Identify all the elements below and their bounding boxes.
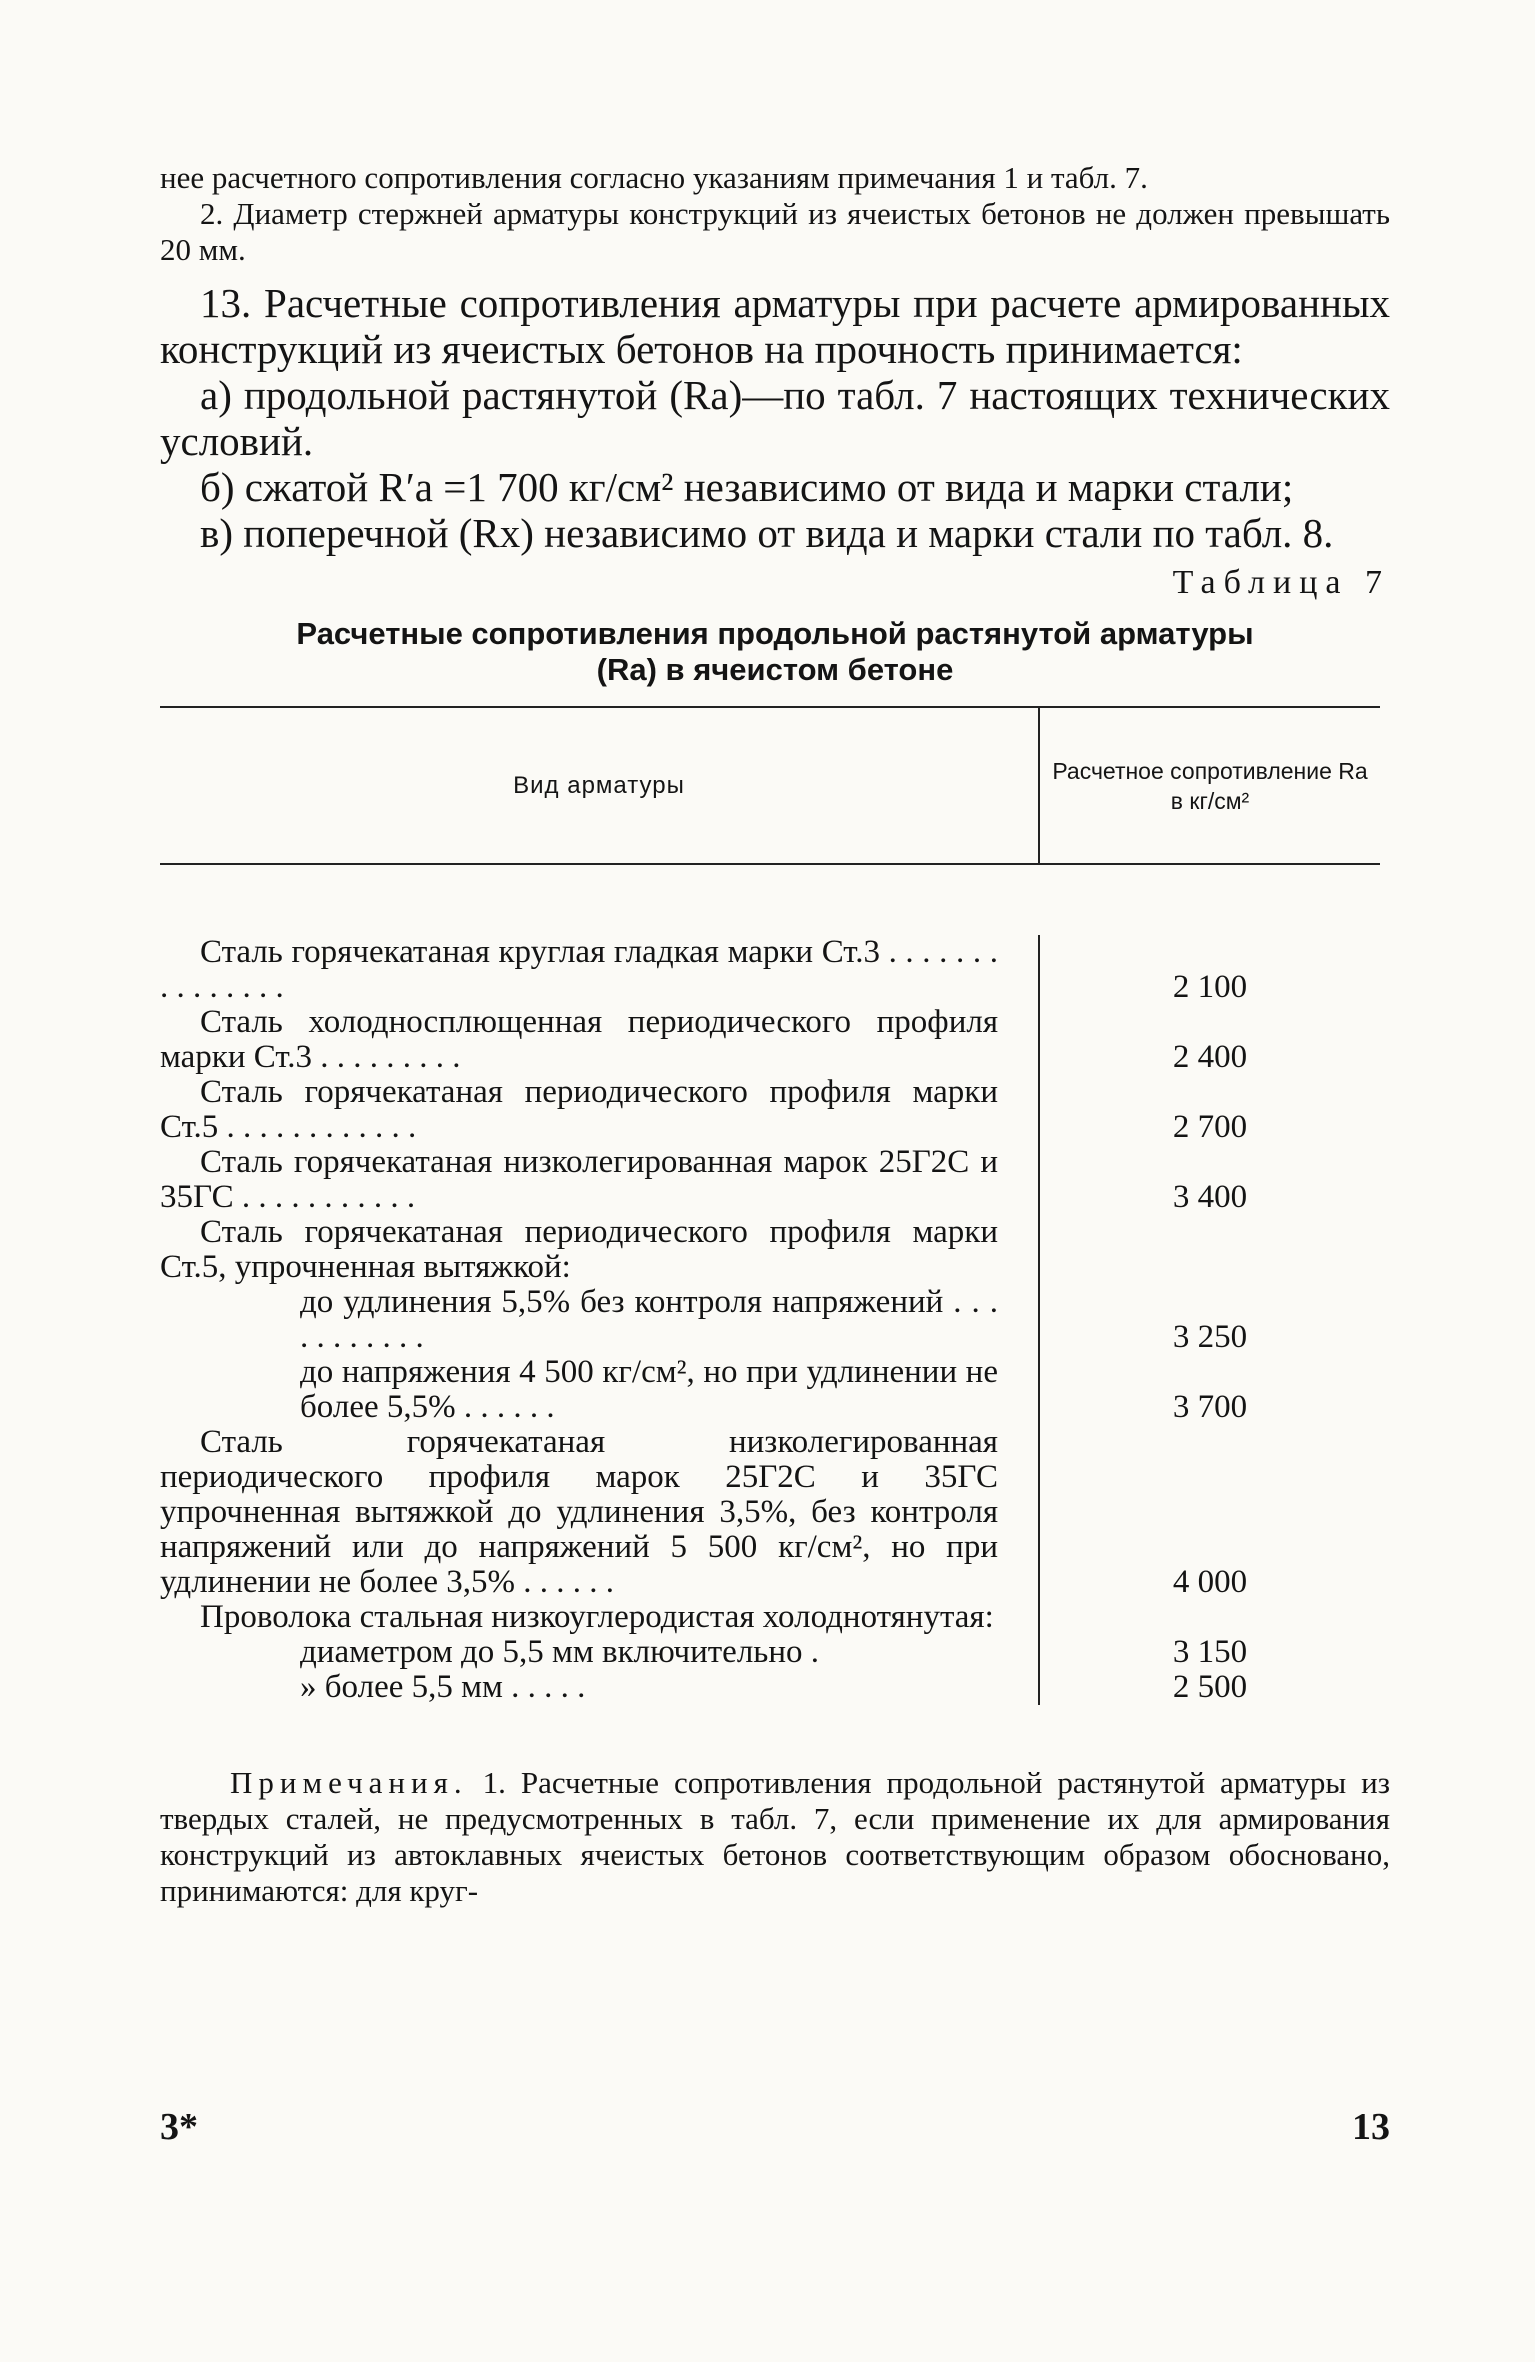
table-value: 2 400 — [1172, 1039, 1248, 1075]
page-content — [160, 160, 1390, 1940]
table-value: 3 150 — [1172, 1634, 1248, 1670]
table-row: диаметром до 5,5 мм включительно . — [300, 1634, 819, 1670]
section-13-item-b: б) сжатой R′а =1 700 кг/см² независимо от вида и марки стали; — [200, 464, 1294, 510]
table-row: Сталь горячекатаная периодического профиля марки Ст.5, упрочненная вытяжкой: — [160, 1214, 998, 1285]
table-value: 4 000 — [1172, 1564, 1248, 1600]
section-13-item-c: в) поперечной (Rх) независимо от вида и марки стали по табл. 8. — [200, 510, 1334, 556]
section-13-heading: 13. Расчетные сопротивления арматуры при расчете армированных конструкций из ячеистых бетонов на прочность принимается: — [160, 280, 1390, 372]
col-header-resistance: Расчетное сопротивление Rа в кг/см² — [1038, 708, 1380, 863]
notes — [160, 1765, 1390, 1909]
table-title-line-1: Расчетные сопротивления продольной растянутой арматуры — [296, 616, 1254, 651]
table-row: до удлинения 5,5% без контроля напряжений . . . . . . . . . . . — [300, 1284, 998, 1355]
table-body — [160, 865, 1380, 1765]
table-value: 3 250 — [1172, 1319, 1248, 1355]
notes-text: 1. Расчетные сопротивления продольной растянутой арматуры из твердых сталей, не предусмотренных в табл. 7, если применение их для армирования конструкций из автоклавных ячеистых бетонов соответствующим образом обосновано, принимаются: для круг- — [160, 1765, 1390, 1908]
table-title-line-2: (Rа) в ячеистом бетоне — [596, 652, 954, 687]
page-footer — [160, 2105, 1390, 2149]
table-value: 3 400 — [1172, 1179, 1248, 1215]
page-number: 13 — [1352, 2106, 1390, 2148]
col-resistance-values — [1038, 935, 1380, 1705]
table-value: 2 500 — [1172, 1669, 1248, 1705]
signature-mark: 3* — [160, 2106, 198, 2148]
table-value: 2 100 — [1172, 969, 1248, 1005]
table-row: Сталь холодносплющенная периодического профиля марки Ст.3 . . . . . . . . . — [160, 1004, 998, 1075]
intro-line-2: 2. Диаметр стержней арматуры конструкций из ячеистых бетонов не должен превышать 20 мм. — [160, 196, 1390, 267]
table-value: 2 700 — [1172, 1109, 1248, 1145]
section-13-item-a: а) продольной растянутой (Rа)—по табл. 7 настоящих технических условий. — [160, 372, 1390, 464]
table-title — [160, 616, 1390, 688]
col-header-type: Вид арматуры — [513, 771, 685, 799]
resistance-table — [160, 706, 1380, 1765]
col-type-values — [160, 935, 1038, 1705]
table-row: Проволока стальная низкоуглеродистая холоднотянутая: — [200, 1599, 994, 1635]
table-row: » более 5,5 мм . . . . . — [300, 1669, 586, 1705]
intro-line-1: нее расчетного сопротивления согласно указаниям примечания 1 и табл. 7. — [160, 160, 1148, 195]
table-row: Сталь горячекатаная низколегированная марок 25Г2С и 35ГС . . . . . . . . . . . — [160, 1144, 998, 1215]
table-header — [160, 708, 1380, 863]
table-row: Сталь горячекатаная круглая гладкая марки Ст.3 . . . . . . . . . . . . . . . — [160, 934, 998, 1005]
notes-label: Примечания. — [230, 1765, 468, 1800]
table-row: до напряжения 4 500 кг/см², но при удлинении не более 5,5% . . . . . . — [300, 1354, 998, 1425]
table-number: Таблица 7 — [1172, 564, 1390, 601]
table-row: Сталь горячекатаная низколегированная периодического профиля марок 25Г2С и 35ГС упрочненная вытяжкой до удлинения 3,5%, без контроля напряжений или до напряжений 5 500 кг/см², но при удлинении не более 3,5% . . . . . . — [160, 1424, 998, 1600]
table-row: Сталь горячекатаная периодического профиля марки Ст.5 . . . . . . . . . . . . — [160, 1074, 998, 1145]
table-value: 3 700 — [1172, 1389, 1248, 1425]
